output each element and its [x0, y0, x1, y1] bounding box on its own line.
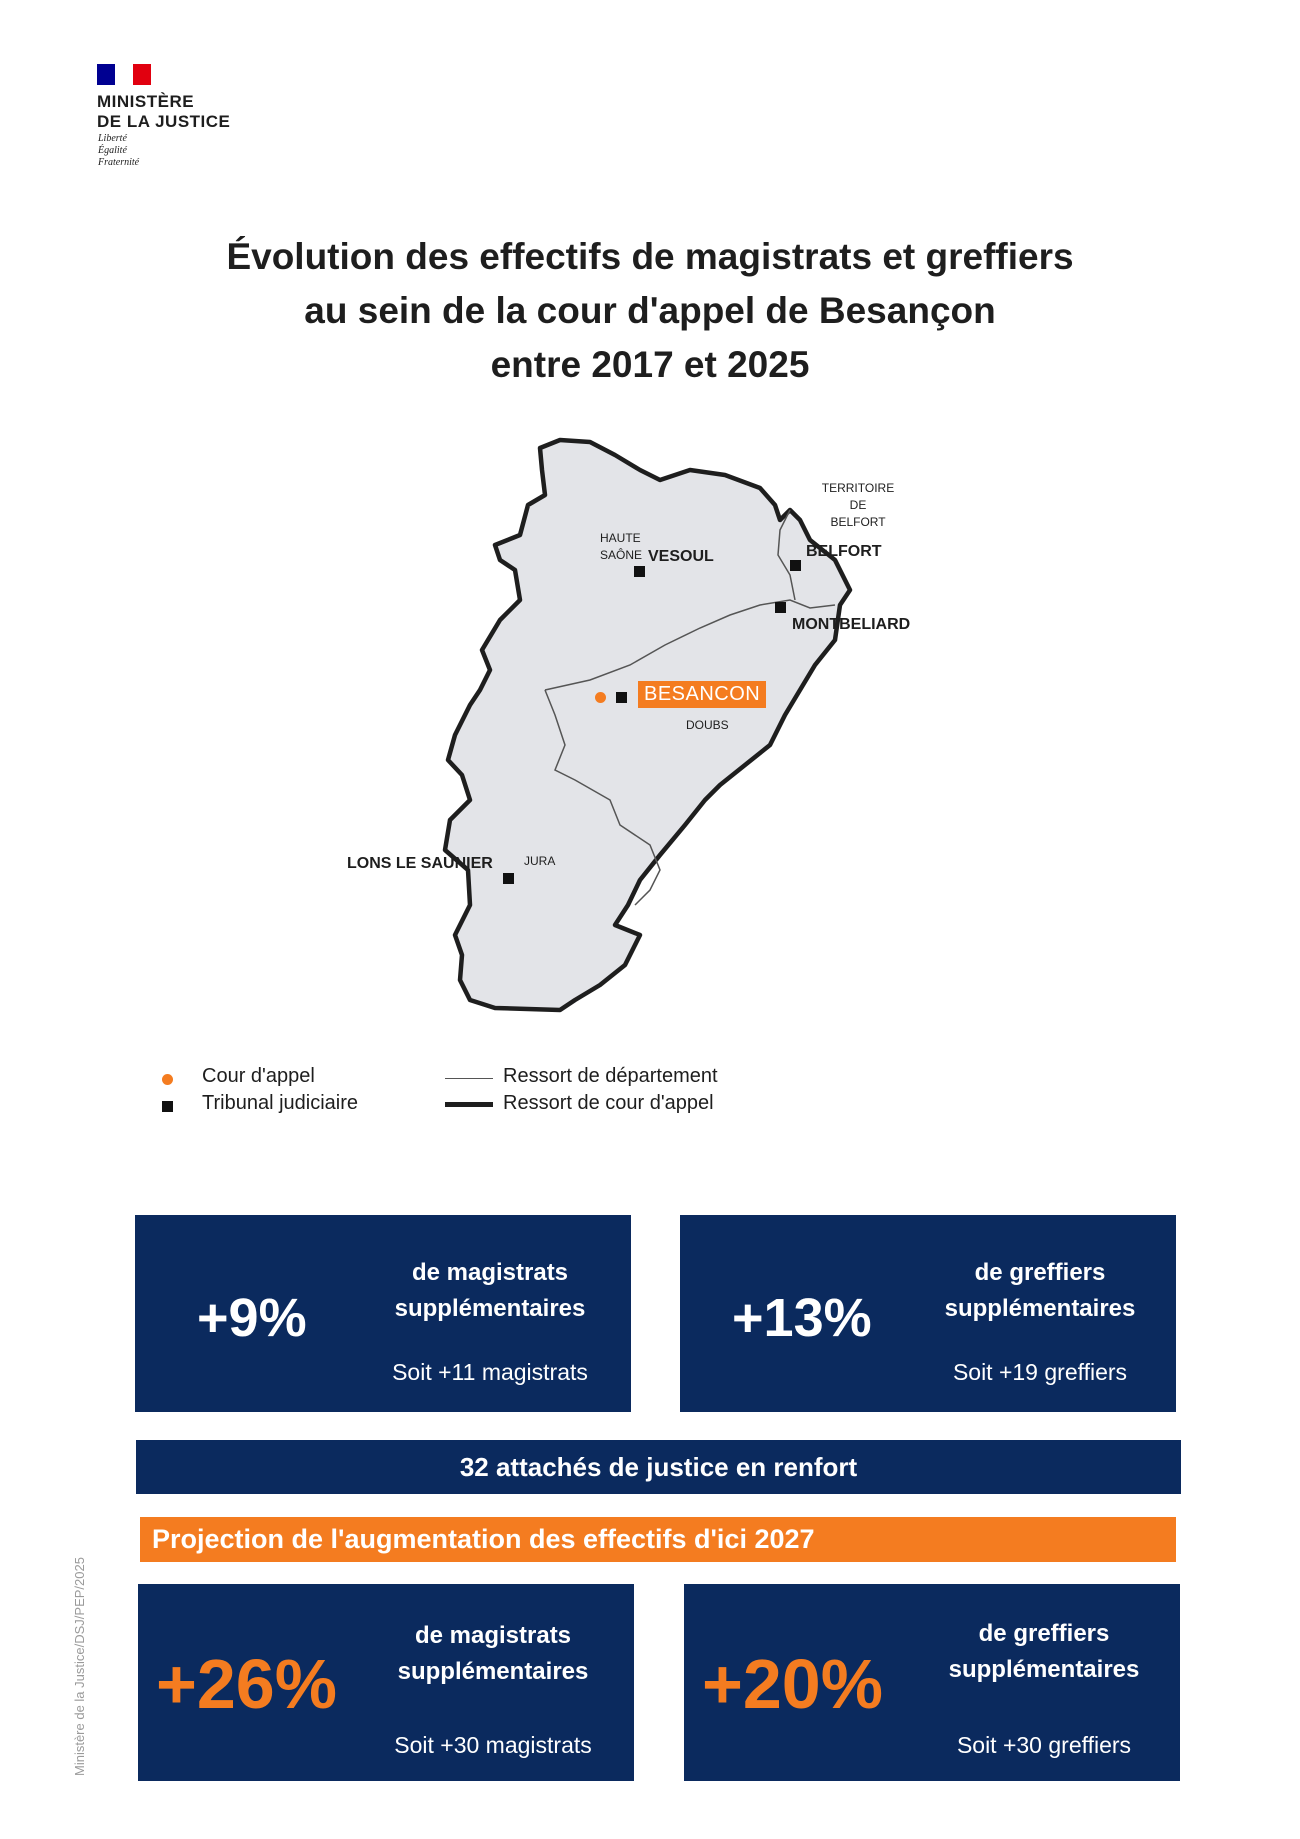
- legend-cour-line: [445, 1102, 493, 1107]
- tribunal-marker-belfort: [790, 560, 801, 571]
- legend-cour-line-label: Ressort de cour d'appel: [503, 1092, 714, 1114]
- ministry-name-line2: DE LA JUSTICE: [97, 112, 231, 131]
- stat-desc-magistrats-line1: de magistrats: [411, 1259, 569, 1286]
- jura-label: JURA: [524, 854, 556, 868]
- stat-sub-greffiers: Soit +19 greffiers: [952, 1359, 1128, 1385]
- projection-value-greffiers: +20%: [702, 1645, 883, 1723]
- city-vesoul: VESOUL: [648, 548, 714, 565]
- territoire-belfort-label: [808, 480, 908, 531]
- city-montbeliard: MONTBELIARD: [792, 616, 911, 633]
- projection-desc-greffiers-line2: supplémentaires: [948, 1656, 1140, 1683]
- credit-text: Ministère de la Justice/DSJ/PEP/2025: [72, 1557, 87, 1776]
- projection-box-greffiers: [684, 1584, 1180, 1781]
- tribunal-marker-montbeliard: [775, 602, 786, 613]
- legend-tribunal-icon: [162, 1101, 173, 1112]
- legend-cour-label: Cour d'appel: [202, 1065, 315, 1087]
- projection-sub-magistrats: Soit +30 magistrats: [394, 1732, 592, 1758]
- stat-desc-magistrats: [365, 1255, 615, 1327]
- title-line1: Évolution des effectifs de magistrats et greffiers: [226, 236, 1074, 277]
- legend-tribunal-label: Tribunal judiciaire: [202, 1092, 358, 1114]
- stat-desc-magistrats-line2: supplémentaires: [394, 1295, 586, 1322]
- legend-cour-icon: [162, 1074, 173, 1085]
- legend-dept-label: Ressort de département: [503, 1065, 718, 1087]
- projection-desc-greffiers-line1: de greffiers: [978, 1620, 1110, 1647]
- territoire-line1: TERRITOIRE: [821, 481, 895, 495]
- cour-appel-boundary: [445, 440, 850, 1010]
- haute-line1: HAUTE: [600, 531, 641, 545]
- tribunal-marker-lons: [503, 873, 514, 884]
- projection-desc-magistrats-line2: supplémentaires: [397, 1658, 589, 1685]
- stat-box-magistrats: [135, 1215, 631, 1412]
- stat-value-magistrats: +9%: [197, 1288, 307, 1348]
- motto-liberte: Liberté: [98, 133, 127, 144]
- territoire-line3: BELFORT: [830, 515, 886, 529]
- attaches-banner: 32 attachés de justice en renfort: [136, 1440, 1181, 1494]
- doubs-label: DOUBS: [686, 718, 729, 732]
- projection-desc-magistrats-line1: de magistrats: [414, 1622, 572, 1649]
- stat-desc-greffiers-line1: de greffiers: [974, 1259, 1106, 1286]
- tribunal-marker-besancon: [616, 692, 627, 703]
- projection-banner: Projection de l'augmentation des effectifs d'ici 2027: [140, 1517, 1176, 1562]
- stat-desc-greffiers-line2: supplémentaires: [944, 1295, 1136, 1322]
- motto-egalite: Égalité: [98, 145, 127, 156]
- haute-saone-label: [600, 530, 654, 564]
- stat-sub-magistrats: Soit +11 magistrats: [392, 1359, 588, 1385]
- city-belfort: BELFORT: [806, 543, 882, 560]
- tribunal-marker-vesoul: [634, 566, 645, 577]
- title-line2: au sein de la cour d'appel de Besançon: [304, 290, 996, 331]
- projection-desc-greffiers: [924, 1616, 1164, 1688]
- projection-box-magistrats: [138, 1584, 634, 1781]
- title-line3: entre 2017 et 2025: [490, 344, 810, 385]
- cour-appel-marker-besancon: [595, 692, 606, 703]
- stat-box-greffiers: [680, 1215, 1176, 1412]
- projection-sub-greffiers: Soit +30 greffiers: [956, 1732, 1132, 1758]
- territoire-line2: DE: [849, 498, 867, 512]
- stat-value-greffiers: +13%: [732, 1288, 872, 1348]
- stat-desc-greffiers: [920, 1255, 1160, 1327]
- projection-value-magistrats: +26%: [156, 1645, 337, 1723]
- haute-line2: SAÔNE: [600, 548, 643, 562]
- legend-dept-line: [445, 1078, 493, 1079]
- city-besancon: BESANCON: [638, 681, 766, 708]
- city-lons-le-saunier: LONS LE SAUNIER: [347, 855, 493, 872]
- motto-fraternite: Fraternité: [98, 157, 140, 168]
- ministry-name-line1: MINISTÈRE: [97, 92, 195, 111]
- projection-desc-magistrats: [368, 1618, 618, 1690]
